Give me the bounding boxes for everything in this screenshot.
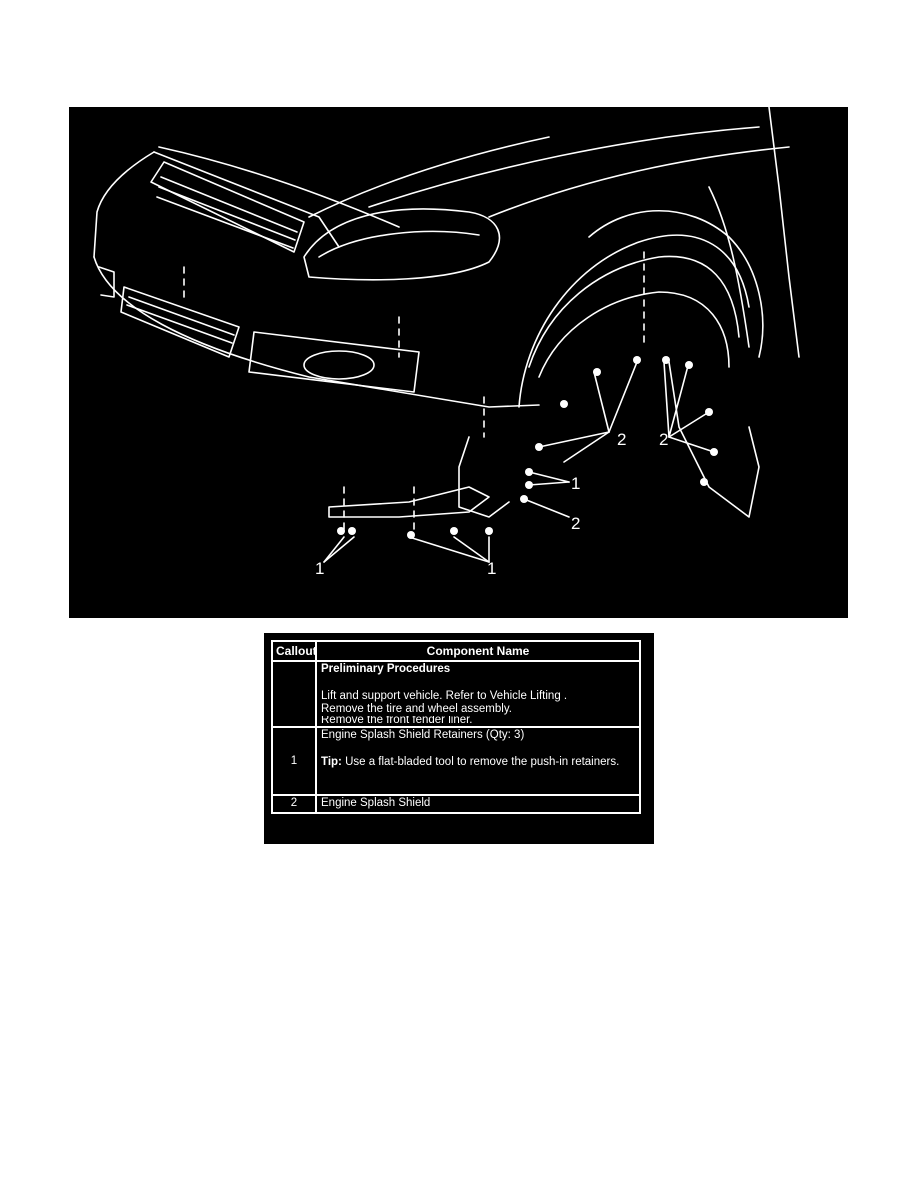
preliminary-title: Preliminary Procedures — [321, 663, 451, 675]
lower-grille — [249, 332, 419, 392]
lower-shield — [329, 487, 489, 517]
preliminary-step: Remove the front fender liner. — [321, 716, 473, 725]
grille-outline — [151, 162, 304, 252]
preliminary-cell — [316, 661, 640, 727]
component-column-header: Component Name — [316, 641, 640, 661]
headlamp-outline — [304, 209, 499, 280]
spacer — [321, 676, 635, 690]
component-name: Engine Splash Shield Retainers (Qty: 3) — [321, 729, 525, 741]
callout-number-cell: 2 — [272, 795, 316, 813]
callout-2-lower: 2 — [571, 514, 581, 533]
table-row — [272, 795, 640, 813]
preliminary-row — [272, 661, 640, 727]
preliminary-step: Remove the tire and wheel assembly. — [321, 703, 512, 715]
splash-shield-illustration — [69, 107, 848, 618]
callout-table-panel — [264, 633, 654, 844]
table-header-row — [272, 641, 640, 661]
callout-1-right: 1 — [571, 474, 581, 493]
callout-column-header: Callout — [272, 641, 316, 661]
callout-number-cell: 1 — [272, 727, 316, 795]
component-name-cell — [316, 727, 640, 795]
callout-2-right: 2 — [659, 430, 669, 449]
preliminary-step: Lift and support vehicle. Refer to Vehicle Lifting . — [321, 690, 568, 702]
callout-1-left: 1 — [315, 559, 325, 578]
callout-1-center: 1 — [487, 559, 497, 578]
component-name-cell: Engine Splash Shield — [316, 795, 640, 813]
tip-text — [321, 756, 635, 769]
front-fascia-outline — [94, 152, 154, 257]
tip-label: Tip: — [321, 756, 342, 768]
vehicle-line-drawing — [69, 107, 848, 618]
preliminary-callout-cell — [272, 661, 316, 727]
bumper-outline — [94, 257, 539, 407]
spacer — [321, 742, 635, 756]
tip-body: Use a flat-bladed tool to remove the push-in retainers. — [341, 756, 620, 768]
fog-lamp — [304, 351, 374, 379]
table-row — [272, 727, 640, 795]
callout-table — [271, 640, 641, 814]
callout-2-left: 2 — [617, 430, 627, 449]
